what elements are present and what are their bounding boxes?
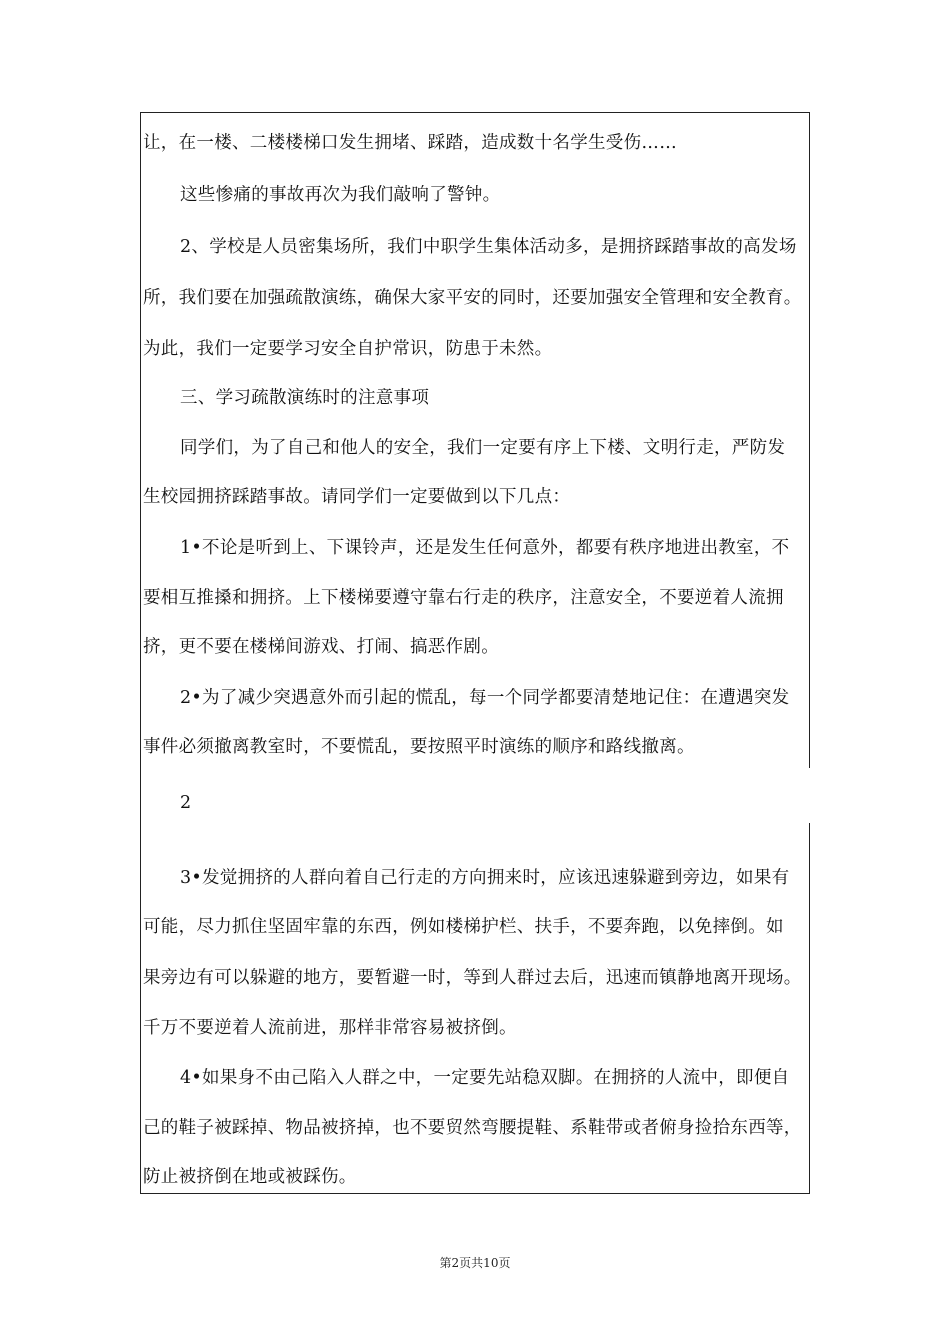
text-line: 2、学校是人员密集场所，我们中职学生集体活动多，是拥挤踩踏事故的高发场: [180, 237, 797, 257]
text-line: 千万不要逆着人流前进，那样非常容易被挤倒。: [143, 1018, 517, 1038]
section-heading: 三、学习疏散演练时的注意事项: [180, 388, 430, 408]
text-line: 己的鞋子被踩掉、物品被挤掉，也不要贸然弯腰提鞋、系鞋带或者俯身捡拾东西等，: [143, 1118, 802, 1138]
text-line: 可能，尽力抓住坚固牢靠的东西，例如楼梯护栏、扶手，不要奔跑，以免摔倒。如: [143, 917, 784, 937]
text-line: 生校园拥挤踩踏事故。请同学们一定要做到以下几点：: [143, 487, 571, 507]
text-line: 同学们，为了自己和他人的安全，我们一定要有序上下楼、文明行走，严防发: [180, 438, 786, 458]
text-line: 挤，更不要在楼梯间游戏、打闹、搞恶作剧。: [143, 637, 499, 657]
text-line: 所，我们要在加强疏散演练，确保大家平安的同时，还要加强安全管理和安全教育。: [143, 288, 802, 308]
text-line: 4•如果身不由己陷入人群之中，一定要先站稳双脚。在拥挤的人流中，即便自: [180, 1068, 790, 1088]
text-line: 1•不论是听到上、下课铃声，还是发生任何意外，都要有秩序地进出教室，不: [180, 538, 790, 558]
inner-page-number: 2: [180, 793, 192, 813]
text-line: 让，在一楼、二楼楼梯口发生拥堵、踩踏，造成数十名学生受伤……: [143, 133, 677, 153]
text-line: 果旁边有可以躲避的地方，要暂避一时，等到人群过去后，迅速而镇静地离开现场。: [143, 968, 802, 988]
text-line: 要相互推搡和拥挤。上下楼梯要遵守靠右行走的秩序，注意安全，不要逆着人流拥: [143, 588, 784, 608]
text-line: 2•为了减少突遇意外而引起的慌乱，每一个同学都要清楚地记住：在遭遇突发: [180, 688, 790, 708]
page-footer: 第2页共10页: [439, 1256, 511, 1270]
text-line: 防止被挤倒在地或被踩伤。: [143, 1167, 357, 1187]
text-line: 为此，我们一定要学习安全自护常识，防患于未然。: [143, 339, 553, 359]
frame-gap: [809, 768, 810, 823]
text-line: 3•发觉拥挤的人群向着自己行走的方向拥来时，应该迅速躲避到旁边，如果有: [180, 868, 790, 888]
text-line: 事件必须撤离教室时，不要慌乱，要按照平时演练的顺序和路线撤离。: [143, 737, 695, 757]
text-line: 这些惨痛的事故再次为我们敲响了警钟。: [180, 185, 501, 205]
